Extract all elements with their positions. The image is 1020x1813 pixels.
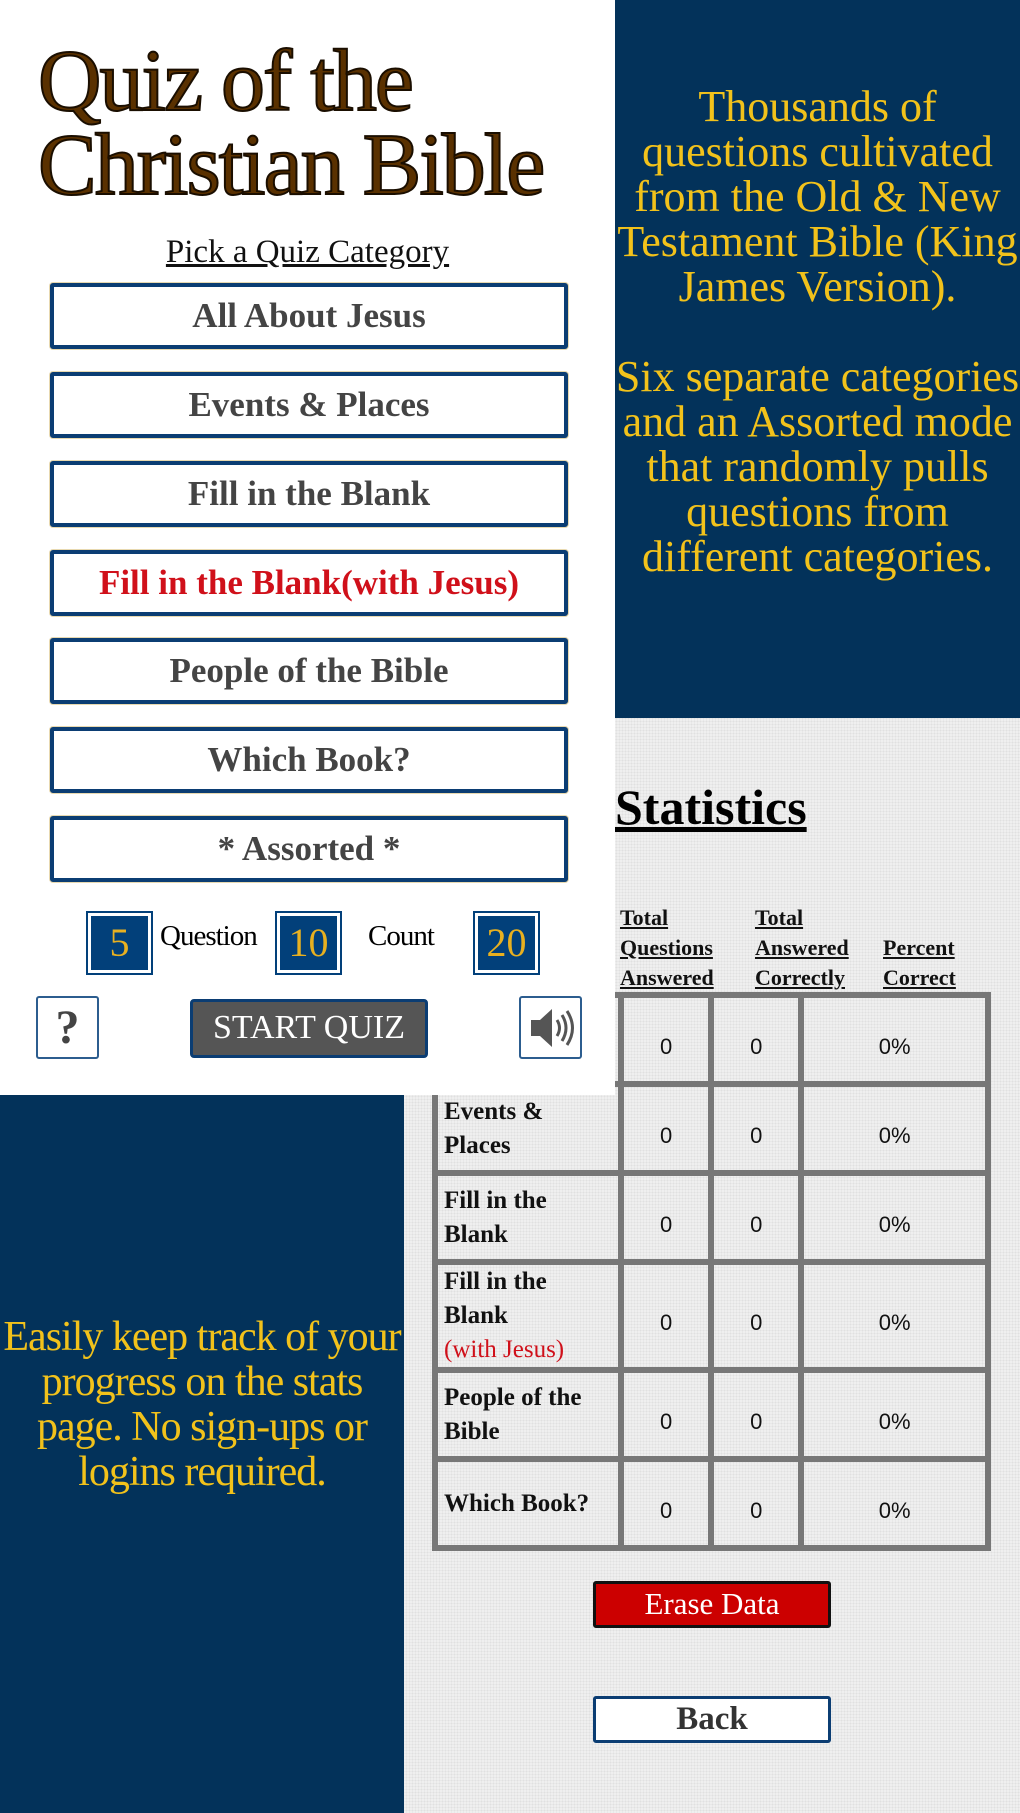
category-assorted[interactable]: * Assorted * xyxy=(50,816,568,882)
row-label xyxy=(435,1084,621,1173)
row-label-highlight: (with Jesus) xyxy=(444,1336,565,1363)
promo-text-2: Six separate categories and an Assorted mode that randomly pulls questions from different categories. xyxy=(615,352,1020,581)
total-correct-cell: 0 xyxy=(711,1084,801,1173)
total-correct-cell: 0 xyxy=(711,1370,801,1459)
total-correct-cell: 0 xyxy=(711,1262,801,1370)
percent-correct-cell: 0% xyxy=(801,1459,988,1548)
header-total-answered: Total Questions Answered xyxy=(620,905,714,990)
promo-top-panel xyxy=(615,0,1020,718)
question-mark-icon: ? xyxy=(55,1001,80,1054)
percent-correct-cell: 0% xyxy=(801,1262,988,1370)
header-total-correct: Total Answered Correctly xyxy=(755,905,849,990)
app-title xyxy=(38,33,544,214)
percent-correct-cell: 0% xyxy=(801,1173,988,1262)
category-events-places[interactable]: Events & Places xyxy=(50,372,568,438)
row-label-text: Fill in the Blank xyxy=(444,1268,547,1329)
category-which-book[interactable]: Which Book? xyxy=(50,727,568,793)
pick-category-label: Pick a Quiz Category xyxy=(165,234,450,270)
row-label-text: Events & Places xyxy=(444,1097,544,1159)
stats-row xyxy=(435,1459,988,1548)
promo-text-1: Thousands of questions cultivated from the Old & New Testament Bible (King James Version). xyxy=(617,82,1018,311)
total-answered-cell: 0 xyxy=(621,1370,711,1459)
header-percent-correct: Percent Correct xyxy=(883,935,956,990)
title-line-1: Quiz of the xyxy=(38,33,412,130)
stats-row xyxy=(435,1262,988,1370)
row-label xyxy=(435,1459,621,1548)
percent-correct-cell: 0% xyxy=(801,1084,988,1173)
row-label xyxy=(435,1173,621,1262)
total-answered-cell: 0 xyxy=(621,1084,711,1173)
total-answered-cell: 0 xyxy=(621,995,711,1084)
speaker-icon xyxy=(527,1005,575,1051)
total-answered-cell: 0 xyxy=(621,1173,711,1262)
stats-row xyxy=(435,1084,988,1173)
statistics-title: Statistics xyxy=(615,779,807,835)
promo-text-3: Easily keep track of your progress on the stats page. No sign-ups or logins required. xyxy=(3,1314,401,1495)
quiz-menu-panel xyxy=(0,0,615,1095)
row-label-text: Which Book? xyxy=(444,1489,590,1517)
row-label-text: People of the Bible xyxy=(444,1383,582,1445)
count-option-10[interactable]: 10 xyxy=(277,913,340,973)
sound-toggle-button[interactable] xyxy=(519,996,582,1059)
count-option-5[interactable]: 5 xyxy=(88,913,151,973)
erase-data-button[interactable]: Erase Data xyxy=(593,1581,831,1628)
category-fill-in-blank[interactable]: Fill in the Blank xyxy=(50,461,568,527)
stats-row xyxy=(435,1370,988,1459)
stats-row xyxy=(435,1173,988,1262)
row-label xyxy=(435,1262,621,1370)
count-option-20[interactable]: 20 xyxy=(475,913,538,973)
row-label-text: Fill in the Blank xyxy=(444,1186,547,1248)
percent-correct-cell: 0% xyxy=(801,995,988,1084)
back-button[interactable]: Back xyxy=(593,1696,831,1743)
start-quiz-button[interactable]: START QUIZ xyxy=(190,999,428,1058)
question-label: Question xyxy=(160,920,257,952)
percent-correct-cell: 0% xyxy=(801,1370,988,1459)
total-correct-cell: 0 xyxy=(711,1173,801,1262)
total-answered-cell: 0 xyxy=(621,1459,711,1548)
row-label xyxy=(435,1370,621,1459)
total-correct-cell: 0 xyxy=(711,1459,801,1548)
help-button[interactable] xyxy=(36,996,99,1059)
title-line-2: Christian Bible xyxy=(38,117,544,214)
category-people-of-bible[interactable]: People of the Bible xyxy=(50,638,568,704)
total-correct-cell: 0 xyxy=(711,995,801,1084)
category-all-about-jesus[interactable]: All About Jesus xyxy=(50,283,568,349)
category-fill-in-blank-jesus[interactable]: Fill in the Blank(with Jesus) xyxy=(50,550,568,616)
total-answered-cell: 0 xyxy=(621,1262,711,1370)
count-label: Count xyxy=(368,920,434,952)
promo-bottom-panel xyxy=(0,1095,404,1813)
